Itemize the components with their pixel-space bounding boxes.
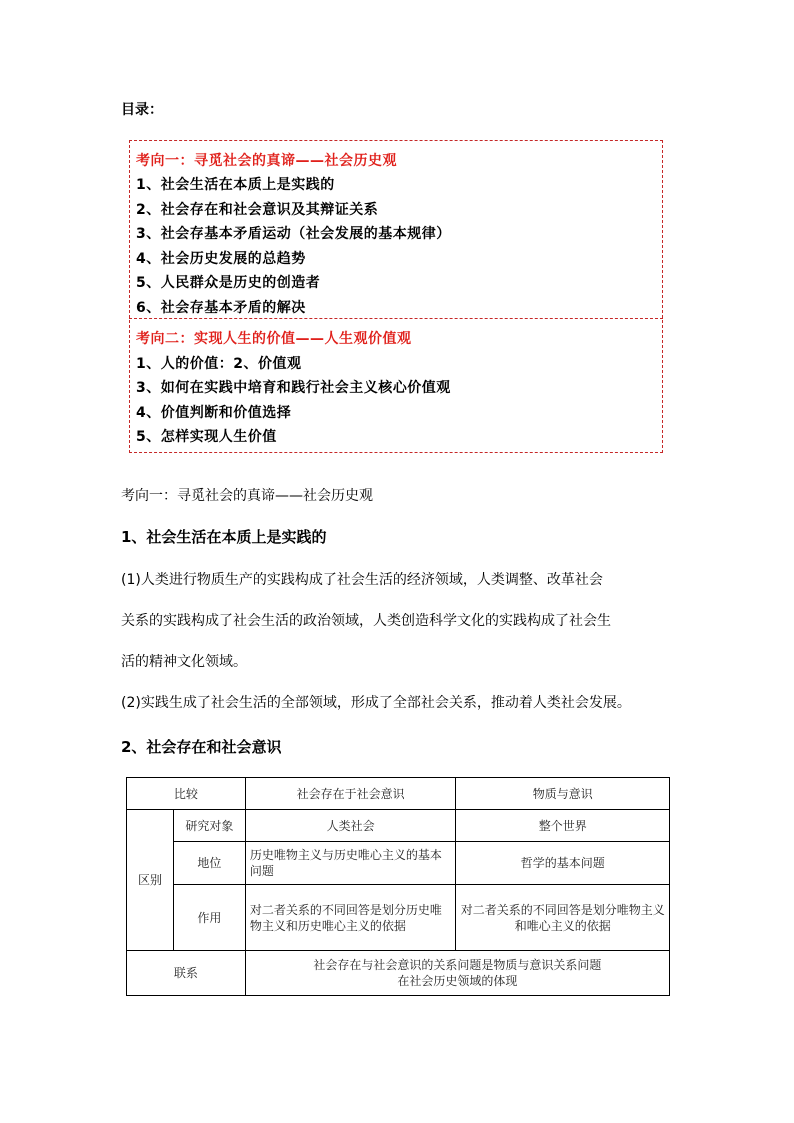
link-text-cell	[245, 951, 669, 996]
group-label-cell: 区别	[127, 810, 174, 951]
toc-item: 6、社会存基本矛盾的解决	[136, 300, 306, 316]
table-header-cell: 物质与意识	[456, 778, 670, 810]
comparison-table	[126, 777, 670, 996]
toc-divider	[129, 318, 663, 319]
toc-item: 3、社会存基本矛盾运动（社会发展的基本规律）	[136, 226, 451, 242]
toc-item: 4、社会历史发展的总趋势	[136, 251, 306, 267]
table-cell: 历史唯物主义与历史唯心主义的基本问题	[245, 842, 456, 885]
paragraph-line: 活的精神文化领域。	[121, 654, 247, 670]
table-cell: 对二者关系的不同回答是划分唯物主义和唯心主义的依据	[456, 885, 670, 951]
table-cell: 人类社会	[245, 810, 456, 842]
paragraph-line: (1)人类进行物质生产的实践构成了社会生活的经济领域，人类调整、改革社会	[121, 572, 603, 588]
link-text-line: 在社会历史领域的体现	[397, 974, 518, 988]
paragraph-line: 关系的实践构成了社会生活的政治领域，人类创造科学文化的实践构成了社会生	[121, 613, 611, 629]
heading-2: 2、社会存在和社会意识	[121, 738, 282, 756]
table-header-cell: 社会存在于社会意识	[245, 778, 456, 810]
paragraph-line: (2)实践生成了社会生活的全部领域，形成了全部社会关系，推动着人类社会发展。	[121, 695, 631, 711]
section-heading: 考向一：寻觅社会的真谛——社会历史观	[121, 488, 373, 504]
table-cell: 对二者关系的不同回答是划分历史唯物主义和历史唯心主义的依据	[245, 885, 456, 951]
link-text-line: 社会存在与社会意识的关系问题是物质与意识关系问题	[313, 958, 602, 972]
row-label-cell: 作用	[173, 885, 245, 951]
table-row	[127, 951, 670, 996]
toc-item: 5、怎样实现人生价值	[136, 429, 277, 445]
toc-title: 目录：	[121, 102, 163, 118]
toc-item: 3、如何在实践中培育和践行社会主义核心价值观	[136, 380, 451, 396]
row-label-cell: 研究对象	[173, 810, 245, 842]
toc-item: 5、人民群众是历史的创造者	[136, 275, 321, 291]
table-cell: 整个世界	[456, 810, 670, 842]
table-row	[127, 885, 670, 951]
link-label-cell: 联系	[127, 951, 246, 996]
toc-item: 1、人的价值：2、价值观	[136, 356, 302, 372]
table-header-row	[127, 778, 670, 810]
toc-item: 4、价值判断和价值选择	[136, 405, 292, 421]
row-label-cell: 地位	[173, 842, 245, 885]
toc-item: 1、社会生活在本质上是实践的	[136, 177, 335, 193]
toc-section2-heading: 考向二：实现人生的价值——人生观价值观	[136, 331, 412, 347]
heading-1: 1、社会生活在本质上是实践的	[121, 528, 327, 546]
table-row	[127, 810, 670, 842]
toc-item: 2、社会存在和社会意识及其辩证关系	[136, 202, 379, 218]
table-header-cell: 比较	[127, 778, 246, 810]
table-cell: 哲学的基本问题	[456, 842, 670, 885]
table-row	[127, 842, 670, 885]
toc-section1-heading: 考向一：寻觅社会的真谛——社会历史观	[136, 153, 397, 169]
